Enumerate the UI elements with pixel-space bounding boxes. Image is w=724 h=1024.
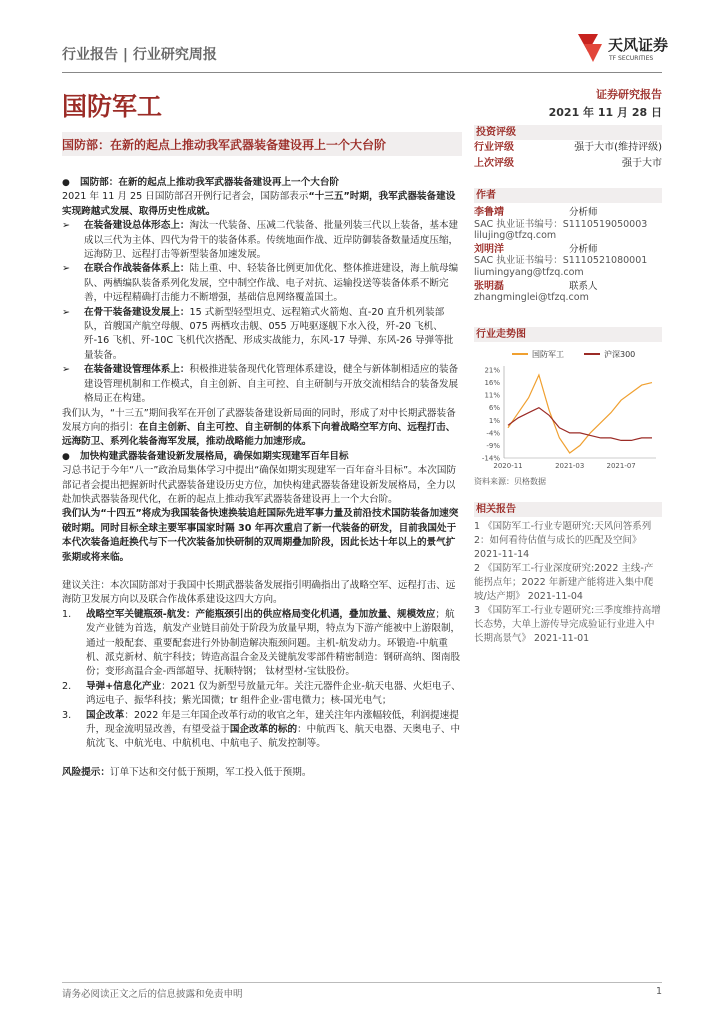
- report-category: 行业报告 | 行业研究周报: [62, 47, 217, 63]
- bullet-1-text: 2021 年 11 月 25 日国防部召开例行记者会，国防部表示“十三五”时期，我军武器装备建设实现跨越式发展、取得历史性成就。: [62, 191, 456, 217]
- y-tick-label: 6%: [488, 404, 500, 413]
- rating-section: [474, 125, 662, 172]
- author-title: 作者: [474, 188, 662, 203]
- headline-band: [62, 132, 462, 156]
- bullet-2-text: 习总书记于今年“八一”政治局集体学习中提出“确保如期实现建军一百年奋斗目标”。本次国防部记者会提出把握新时代武器装备建设历史方位，加快构建武器装备建设新发展格局，全力以赴加快武器装备现代化，在新的起点上推动我军武器装备建设再上一个大台阶。: [62, 465, 457, 505]
- bullet-1-title: 国防部：在新的起点上推动我军武器装备建设再上一个大台阶: [80, 177, 340, 188]
- author-card: 李鲁靖 分析师 SAC 执业证书编号：S1110519050003 lilujing@tfzq.com: [474, 207, 648, 242]
- x-tick-label: 2020-11: [493, 462, 523, 470]
- arrow-icon: ➢: [62, 220, 71, 232]
- industry-trend-chart: [474, 346, 662, 474]
- author-card: 刘明洋 分析师 SAC 执业证书编号：S1110521080001 liumingyang@tfzq.com: [474, 243, 648, 278]
- related-report[interactable]: 1 《国防军工-行业专题研究:天风问答系列 2：如何看待估值与成长的匹配及空间》 2021-11-14: [474, 521, 652, 560]
- sub-point-2: ➢ 在联合作战装备体系上：陆上重、中、轻装备比例更加优化、整体推进建设，海上航母编队、两栖编队装备系列化发展，空中制空作战、电子对抗、运输投送等装备体系不断完善，中远程精确打击能力不断增强，基础信息网络覆盖国土。: [62, 262, 462, 305]
- y-tick-label: 21%: [484, 366, 500, 375]
- series-line: [508, 375, 652, 453]
- chart-source: 资料来源：贝格数据: [474, 477, 546, 486]
- numbered-item-2: 2. 导弹+信息化产业：2021 仅为新型号放量元年。关注元器件企业-航天电器、火炬电子、鸿远电子、振华科技；紫光国微；tr 组件企业-雷电微力；核-国光电气；: [62, 680, 461, 707]
- numbered-item-3: 3. 国企改革：2022 年是三年国企改革行动的收官之年，建关注年内涨幅较低，利润提速提升，现金流明显改善，有望受益于国企改革的标的：中航西飞、航天电器、天奥电子、中航沈飞、中航光电、中航机电、中航电子、航发控制等。: [62, 709, 461, 750]
- sub-point-4: ➢ 在装备建设管理体系上：积极推进装备现代化管理体系建设，健全与新体制相适应的装备建设管理机制和工作模式，自主创新、自主可控、自主研制与开放交流相结合的装备发展格局正在构建。: [62, 363, 462, 406]
- report-type: 证券研究报告: [596, 88, 662, 101]
- y-tick-label: 11%: [484, 391, 500, 400]
- related-report[interactable]: 2 《国防军工-行业深度研究:2022 主线-产能拐点年；2022 年新建产能将进入集中爬坡/达产期》 2021-11-04: [474, 563, 654, 602]
- arrow-icon: ➢: [62, 306, 71, 318]
- y-tick-label: 1%: [488, 416, 500, 425]
- author-section: [474, 188, 662, 304]
- logo-name: 天风证券: [608, 36, 669, 54]
- arrow-icon: ➢: [62, 364, 71, 376]
- paragraph-2: 我们认为“十四五”将成为我国装备快速换装追赶国际先进军事力量及前沿技术国防装备加速突破时期。同时目标全球主要军事国家时隔 30 年再次重启了新一代装备的研发，目前我国处于本代次装备追赶换代与下一代次装备加快研制的双周期叠加阶段，因此长达十年以上的景气扩张期或将来临。: [62, 508, 459, 563]
- chart-title: 行业走势图: [474, 327, 662, 342]
- rating-title: 投资评级: [474, 125, 662, 140]
- rating-row: 行业评级 强于大市(维持评级): [474, 142, 662, 153]
- logo-sub: TF SECURITIES: [609, 55, 654, 62]
- x-tick-label: 2021-03: [555, 462, 585, 470]
- x-tick-label: 2021-07: [606, 462, 636, 470]
- related-title: 相关报告: [474, 502, 662, 517]
- main-body: [62, 176, 462, 780]
- y-tick-label: -4%: [486, 429, 500, 438]
- header-divider: [62, 72, 662, 73]
- author-card: 张明磊 联系人 zhangminglei@tfzq.com: [474, 280, 598, 304]
- legend-label: 沪深300: [604, 350, 636, 359]
- bullet-dot-icon: ●: [62, 451, 70, 462]
- chart-section: [474, 327, 662, 487]
- numbered-item-1: 1. 战略空军关键瓶颈-航发：产能瓶颈引出的供应格局变化机遇，叠加放量、规模效应；航发产业链为首选，航发产业链目前处于阶段为放量早期，特点为下游产能被中上游限制，通过一般配套、重要配套进行外协制造解决瓶颈问题。主机-航发动力。环锻造-中航重机、派克新材、航宇科技；铸造高温合金及关键航发零部件精密制造：钢研高纳、图南股份；变形高温合金-西部超导、抚顺特钢； 钛材型材-宝钛股份。: [62, 608, 461, 678]
- risk-warning: 风险提示：订单下达和交付低于预期，军工投入低于预期。: [62, 766, 312, 778]
- sub-point-1: ➢ 在装备建设总体形态上：淘汰一代装备、压减二代装备、批量列装三代以上装备，基本建成以三代为主体、四代为骨干的装备体系。传统地面作战、近岸防御装备数量适度压缩，远海防卫、远程打击等新型装备加速发展。: [62, 219, 462, 262]
- related-report[interactable]: 3 《国防军工-行业专题研究:三季度维持高增长态势，大单上游传导完成验证行业进入中长期高景气》 2021-11-01: [474, 605, 661, 644]
- sub-point-3: ➢ 在骨干装备建设发展上：15 式新型轻型坦克、远程箱式火箭炮、直-20 直升机列装部队，首艘国产航空母舰、075 两栖攻击舰、055 万吨驱逐舰下水入役，歼-20 飞机、歼-16 飞机、歼-10C 飞机代次搭配、形成实战能力，东风-17 导弹、东风-26 导弹等批量装备。: [62, 306, 462, 364]
- footer: [62, 982, 662, 1000]
- related-section: [474, 502, 662, 646]
- paragraph-1: 我们认为，“十三五”期间我军在开创了武器装备建设新局面的同时，形成了对中长期武器装备发展方向的指引：在自主创新、自主可控、自主研制的体系下向着战略空军方向、远程打击、远海防卫、系列化装备海军发展，推动战略能力加速形成。: [62, 407, 456, 448]
- tf-securities-logo: [574, 30, 674, 66]
- bullet-dot-icon: ●: [62, 178, 70, 188]
- rating-row: 上次评级 强于大市: [474, 158, 662, 169]
- headline: 国防部：在新的起点上推动我军武器装备建设再上一个大台阶: [62, 138, 387, 152]
- page-number: 1: [655, 986, 662, 997]
- sector-title: 国防军工: [62, 92, 163, 121]
- series-line: [508, 408, 652, 441]
- arrow-icon: ➢: [62, 263, 71, 275]
- bullet-2: [62, 450, 462, 464]
- disclaimer: 请务必阅读正文之后的信息披露和免责申明: [62, 989, 243, 1000]
- bullet-2-title: 加快构建武器装备建设新发展格局，确保如期实现建军百年目标: [80, 450, 349, 462]
- report-date: 2021 年 11 月 28 日: [548, 106, 662, 119]
- legend-label: 国防军工: [532, 350, 564, 359]
- y-tick-label: -14%: [481, 454, 500, 463]
- paragraph-3: 建议关注：本次国防部对于我国中长期武器装备发展指引明确指出了战略空军、远程打击、远海防卫发展方向以及联合作战体系建设这四大方向。: [62, 579, 456, 606]
- bullet-1: [62, 176, 462, 190]
- y-tick-label: -9%: [486, 441, 500, 450]
- y-tick-label: 16%: [484, 379, 500, 388]
